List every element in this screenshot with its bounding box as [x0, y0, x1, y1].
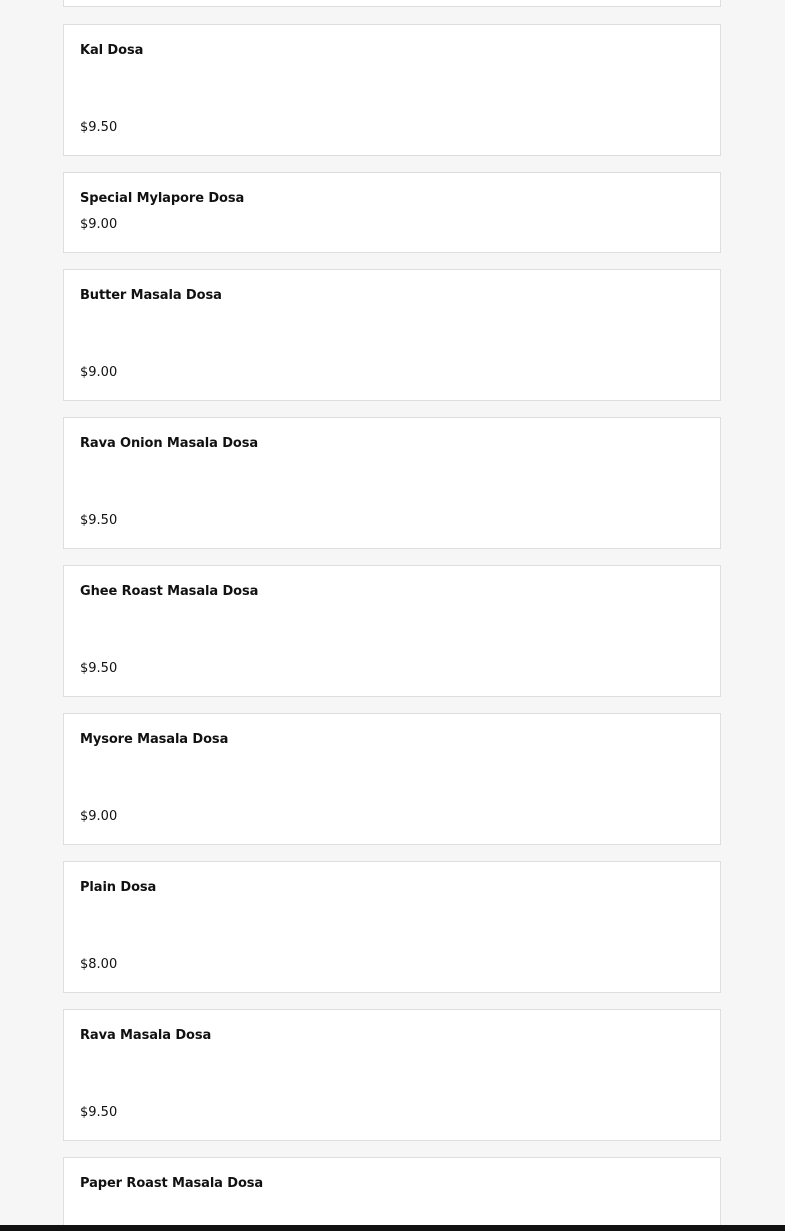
menu-item-price: $9.00 [80, 365, 118, 380]
menu-item-price: $8.00 [80, 957, 118, 972]
menu-item-card-partial[interactable] [63, 0, 721, 7]
menu-item-price: $9.50 [80, 661, 118, 676]
menu-item-name: Mysore Masala Dosa [80, 732, 229, 747]
menu-item-price: $9.00 [80, 809, 118, 824]
menu-item-card[interactable] [63, 269, 721, 401]
menu-item-name: Plain Dosa [80, 880, 157, 895]
menu-item-price: $9.00 [80, 217, 118, 232]
menu-item-card[interactable] [63, 713, 721, 845]
menu-item-card[interactable] [63, 1009, 721, 1141]
bottom-bar [0, 1225, 785, 1231]
menu-item-card[interactable] [63, 417, 721, 549]
menu-item-name: Special Mylapore Dosa [80, 191, 245, 206]
menu-item-name: Ghee Roast Masala Dosa [80, 584, 259, 599]
menu-item-price: $9.50 [80, 1105, 118, 1120]
menu-item-name: Butter Masala Dosa [80, 288, 222, 303]
menu-item-card[interactable] [63, 24, 721, 156]
menu-item-price: $9.50 [80, 120, 118, 135]
menu-item-price: $9.50 [80, 513, 118, 528]
menu-item-name: Rava Masala Dosa [80, 1028, 212, 1043]
menu-item-name: Rava Onion Masala Dosa [80, 436, 259, 451]
menu-item-card[interactable] [63, 172, 721, 253]
menu-item-name: Paper Roast Masala Dosa [80, 1176, 264, 1191]
menu-item-name: Kal Dosa [80, 43, 144, 58]
menu-item-card[interactable] [63, 565, 721, 697]
menu-item-card[interactable] [63, 861, 721, 993]
menu-item-card[interactable] [63, 1157, 721, 1231]
